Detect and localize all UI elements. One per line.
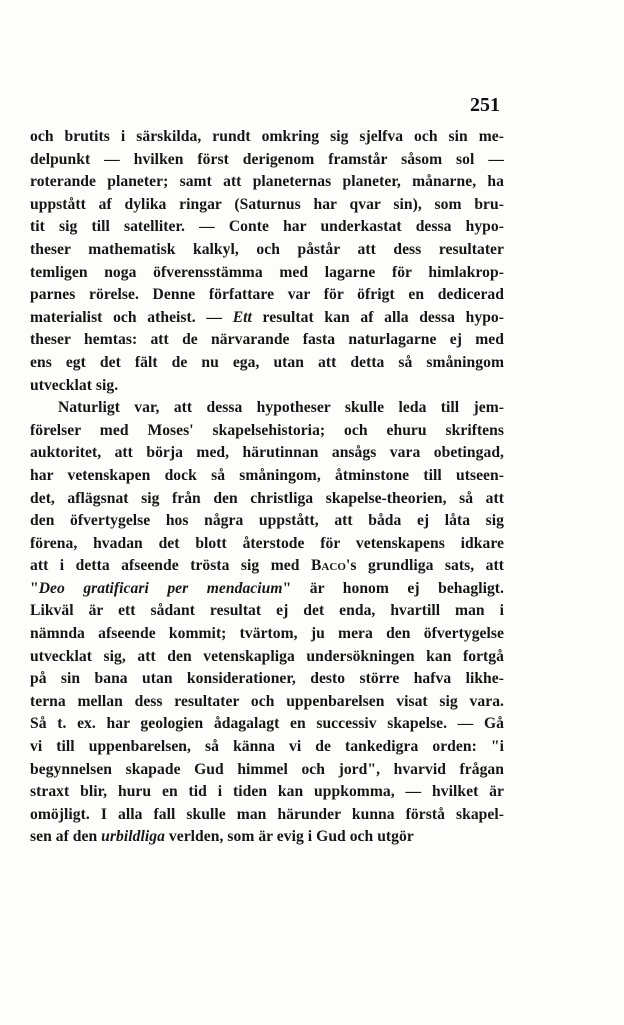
page-number: 251 <box>470 94 500 116</box>
text-run: " <box>30 579 39 597</box>
text-line <box>30 262 504 285</box>
text-line <box>30 759 504 782</box>
text-line <box>30 194 504 217</box>
text-run: att i detta afseende trösta sig med <box>30 557 311 575</box>
body-text <box>30 126 504 849</box>
text-run: begynnelsen skapade Gud himmel och jord", hvarvid frågan <box>30 760 504 778</box>
text-line <box>30 781 504 804</box>
text-line <box>30 510 504 533</box>
text-run: sen af den <box>30 828 102 846</box>
paragraph <box>30 126 504 397</box>
text-line <box>30 329 504 352</box>
text-run: " är honom ej behagligt. <box>282 579 504 597</box>
text-run: straxt blir, huru en tid i tiden kan uppkomma, — hvilket är <box>30 783 504 801</box>
text-run: nämnda afseende kommit; tvärtom, ju mera den öfvertygelse <box>30 625 504 643</box>
text-line <box>30 239 504 262</box>
text-run: på sin bana utan konsiderationer, desto större hafva likhe- <box>30 670 504 688</box>
text-line <box>30 713 504 736</box>
text-line <box>30 216 504 239</box>
paragraph <box>30 397 504 849</box>
italic-text: Deo gratificari per mendacium <box>38 579 283 597</box>
text-run: resultat kan af alla dessa hypo- <box>251 308 504 326</box>
text-run: temligen noga öfverensstämma med lagarne för himlakrop- <box>30 263 504 281</box>
text-run: och brutits i särskilda, rundt omkring sig sjelfva och sin me- <box>30 128 504 145</box>
text-line <box>30 533 504 556</box>
text-run: Likväl är ett sådant resultat ej det enda, hvartill man i <box>30 602 504 620</box>
text-line <box>30 442 504 465</box>
text-run: roterande planeter; samt att planeternas planeter, månarne, ha <box>30 173 504 191</box>
text-run: delpunkt — hvilken först derigenom framstår såsom sol — <box>30 150 504 168</box>
text-run: Naturligt var, att dessa hypotheser skulle leda till jem- <box>58 399 504 417</box>
text-line <box>30 691 504 714</box>
text-line <box>30 397 504 420</box>
text-run: terna mellan dess resultater och uppenbarelsen visat sig vara. <box>30 692 504 710</box>
italic-text: urbildliga <box>101 828 165 846</box>
text-line <box>30 804 504 827</box>
text-line <box>30 646 504 669</box>
text-run: Så t. ex. har geologien ådagalagt en successiv skapelse. — Gå <box>30 715 504 733</box>
text-run: parnes rörelse. Denne författare var för öfrigt en dedicerad <box>30 286 504 304</box>
text-line <box>30 555 504 578</box>
text-line <box>30 420 504 443</box>
text-line <box>30 149 504 172</box>
text-line <box>30 736 504 759</box>
text-run: auktoritet, att börja med, härutinnan ansågs vara obetingad, <box>30 444 504 462</box>
italic-text: Ett <box>232 308 252 326</box>
text-line <box>30 465 504 488</box>
small-caps-text: Baco <box>310 557 347 575</box>
text-run: 's grundliga sats, att <box>346 557 504 575</box>
text-run: förena, hvadan det blott återstode för vetenskapens idkare <box>30 534 504 552</box>
text-line <box>30 578 504 601</box>
text-run: materialist och atheist. — <box>30 308 233 326</box>
text-run: den öfvertygelse hos några uppstått, att båda ej låta sig <box>30 512 504 530</box>
text-run: det, aflägsnat sig från den christliga skapelse-theorien, så att <box>30 489 504 507</box>
text-run: har vetenskapen dock så småningom, åtminstone till utseen- <box>30 466 504 484</box>
text-line <box>30 668 504 691</box>
text-line <box>30 826 504 849</box>
text-run: vi till uppenbarelsen, så känna vi de tankedigra orden: "i <box>30 738 504 756</box>
text-run: tit sig till satelliter. — Conte har underkastat dessa hypo- <box>30 218 504 236</box>
text-line <box>30 600 504 623</box>
text-run: förelser med Moses' skapelsehistoria; och ehuru skriftens <box>30 421 504 439</box>
text-run: omöjligt. I alla fall skulle man härunder kunna förstå skapel- <box>30 805 504 823</box>
text-line <box>30 488 504 511</box>
text-line <box>30 375 504 398</box>
text-line <box>30 623 504 646</box>
text-run: ens egt det fält de nu ega, utan att detta så småningom <box>30 353 504 371</box>
text-run: theser mathematisk kalkyl, och påstår att dess resultater <box>30 240 504 258</box>
text-run: utvecklat sig. <box>30 376 119 394</box>
text-run: uppstått af dylika ringar (Saturnus har qvar sin), som bru- <box>30 195 504 213</box>
text-line <box>30 171 504 194</box>
text-line <box>30 284 504 307</box>
text-line <box>30 352 504 375</box>
text-run: utvecklat sig, att den vetenskapliga undersökningen kan fortgå <box>30 647 504 665</box>
text-run: verlden, som är evig i Gud och utgör <box>164 828 414 846</box>
text-run: theser hemtas: att de närvarande fasta naturlagarne ej med <box>30 331 504 349</box>
text-line <box>30 307 504 330</box>
text-line <box>30 126 504 149</box>
